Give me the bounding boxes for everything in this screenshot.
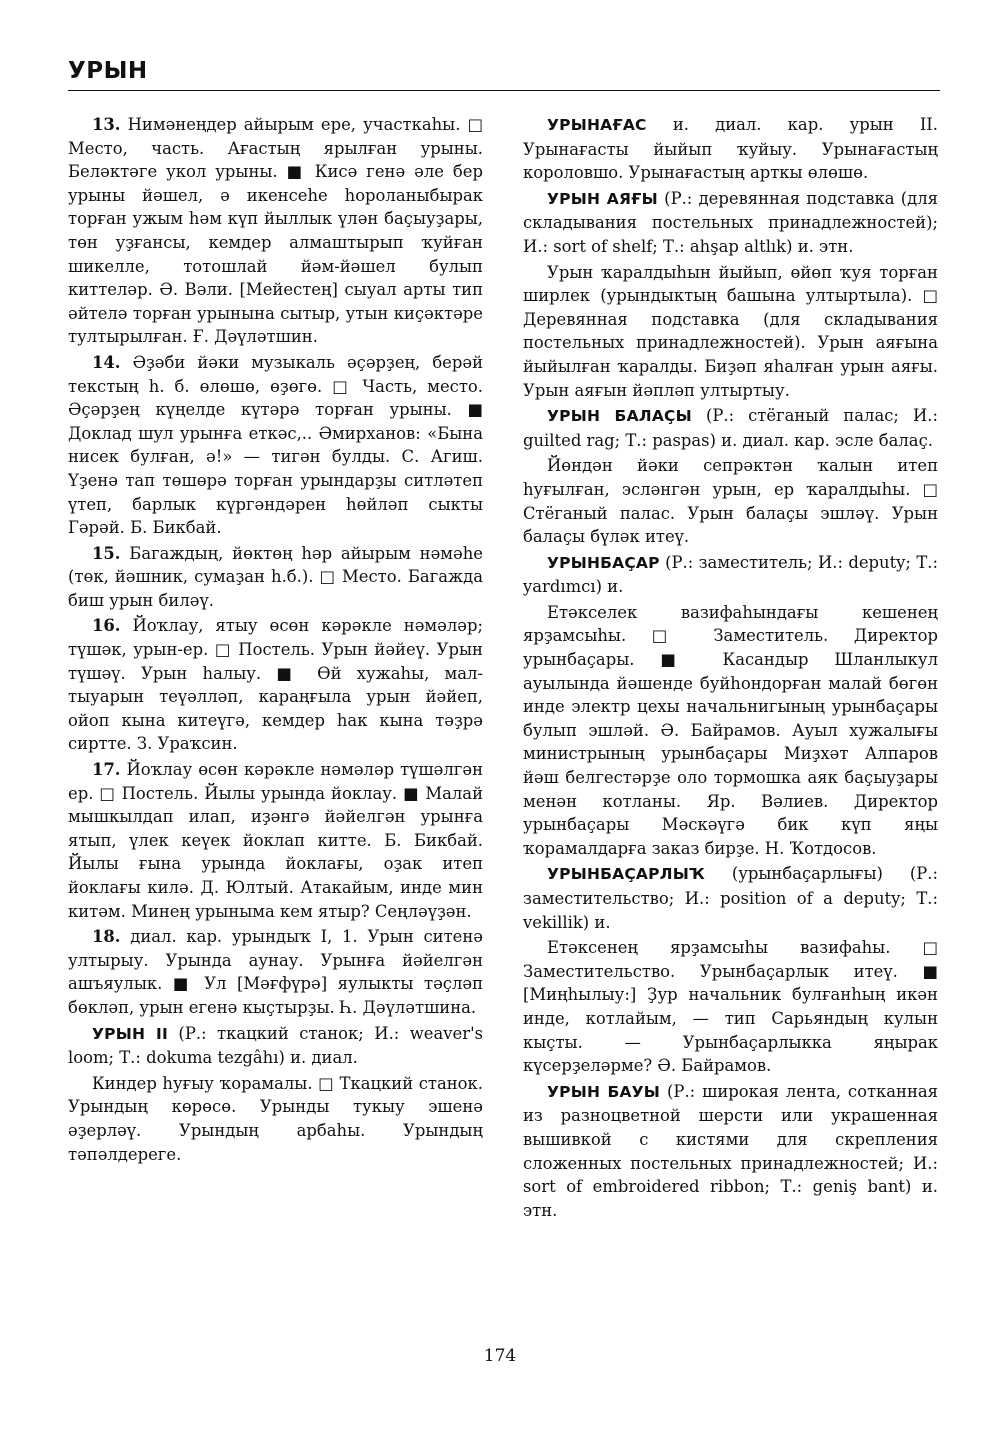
page-header [68, 58, 940, 91]
entry-paragraph [68, 351, 483, 540]
headword: УРЫНБАҪАР [547, 553, 660, 572]
sense-number: 18. [92, 927, 121, 947]
sense-number: 14. [92, 352, 121, 372]
headword: УРЫНБАҪАРЛЫҠ [547, 865, 705, 884]
entry-paragraph [68, 542, 483, 613]
headword: УРЫН II [92, 1024, 168, 1043]
entry-paragraph [523, 936, 938, 1078]
entry-text: Киндер һуғыу ҡорамалы. □ Ткацкий станок. Урындың көрөсө. Урынды тукыу эшенә әҙерләү. Урындың арбаһы. Урындың тәпәлдереге. [68, 1073, 483, 1164]
entry-text: (Р.: ткацкий станок; И.: weaver's loom; Т.: dokuma tezgâhı) и. диал. [68, 1023, 483, 1068]
entry-text: (Р.: заместитель; И.: deputy; Т.: yardımcı) и. [523, 552, 938, 597]
sense-number: 13. [92, 115, 121, 134]
entry-text: Нимәнеңдер айырым ере, участкаһы. □ Место, часть. Ағастың ярылған урыны. Беләктәге укол урыны. ■ Кисә генә әле бер урыны йәшел, ә икенсеһе һороланыбырак торған ужым һәм күп йыллык үлән баҫыуҙары, төн уҙғансы, кемдер алмаштырып ҡуйған шикелле, тотошлай йәм-йәшел булып киттеләр. Ә. Вәли. [Мейестең] сыуал арты тип әйтелә торған урынына сытыр, утын киҫәктәре тултырылған. Ғ. Дәүләтшин. [68, 115, 483, 347]
page-number: 174 [483, 1346, 517, 1366]
entry-text: Багаждың, йөктөң һәр айырым нәмәһе (төк, йәшник, сумаҙан һ.б.). □ Место. Багажда биш урын биләү. [68, 543, 483, 610]
entry-text: Етәкселек вазифаһындағы кешенең ярҙамсыһы. □ Заместитель. Директор урынбаҫары. ■ Касандыр Шланлыкул ауылында йәшенде буйһондорған малай бөгөн инде электр цехы начальнигының урынбаҫары булып эшләй. Ә. Байрамов. Ауыл хужалығы министрының урынбаҫары Миҙхәт Алпаров йәш белгестәрҙе оло тормошка аяк баҫыуҙары менән котланы. Яр. Вәлиев. Директор урынбаҫары Мәскәүгә бик күп яңы ҡорамалдарға заказ бирҙе. Н. Ҡотдосов. [523, 602, 938, 858]
right-column [523, 113, 938, 1224]
entry-paragraph [523, 113, 938, 185]
headword: УРЫН БАУЫ [547, 1082, 661, 1101]
entry-paragraph [523, 454, 938, 548]
entry-text: Етәксенең ярҙамсыһы вазифаһы. □ Заместительство. Урынбаҫарлык итеү. ■ [Миңһылыу:] Ҙур начальник булғанһың икән инде, котлайым, — тип Сарьяндың кулын кыҫты. — Урынбаҫарлыкка яңырак күсерҙеләрме? Ә. Байрамов. [523, 938, 938, 1076]
headword: УРЫНАҒАС [547, 116, 647, 134]
entry-paragraph [523, 551, 938, 599]
entry-paragraph [523, 862, 938, 934]
entry-paragraph [523, 261, 938, 403]
entry-text: и. диал. кар. урын II. Урынағасты йыйып ҡуйыу. Урынағастың короловшо. Урынағастың арткы өлөшө. [523, 115, 938, 183]
headword: УРЫН АЯҒЫ [547, 189, 658, 208]
sense-number: 15. [92, 543, 121, 563]
headword: УРЫН БАЛАҪЫ [547, 407, 692, 426]
entry-paragraph [68, 925, 483, 1019]
entry-paragraph [523, 187, 938, 259]
sense-number: 16. [92, 616, 121, 636]
entry-text: (урынбаҫарлығы) (Р.: заместительство; И.: position of a deputy; Т.: vekillik) и. [523, 864, 938, 932]
entry-text: (Р.: стёганый палас; И.: guilted rag; Т.: paspas) и. диал. кар. эсле балаҫ. [523, 406, 938, 450]
entry-paragraph [68, 1022, 483, 1070]
entry-paragraph [68, 614, 483, 756]
entry-text: Урын ҡаралдыһын йыйып, өйөп ҡуя торған ширлек (урындыктың башына ултыртыла). □ Деревянная подставка (для складывания постельных принадлежностей). Урын аяғына йыйылған ҡаралды. Биҙәп яһалған урын аяғы. Урын аяғын йәпләп ултыртыу. [523, 262, 938, 400]
sense-number: 17. [92, 760, 121, 780]
entry-text: Әҙәби йәки музыкаль әҫәрҙең, берәй текстың һ. б. өлөшө, өҙөгө. □ Часть, место. Әҫәрҙең күңелде күтәрә торған урыны. ■ Доклад шул урынға еткәс,.. Әмирханов: «Бына нисек булған, ә!» — тигән булды. С. Агиш. Үҙенә тап төшөрә торған урындарҙы ситләтеп үтеп, барлык күргәндәрен һөйләп сыкты Гәрәй. Б. Бикбай. [68, 352, 483, 538]
entry-text: Йөндән йәки сепрәктән ҡалын итеп һуғылған, эсләнгән урын, ер ҡаралдыһы. □ Стёганый палас. Урын балаҫы эшләү. Урын балаҫы бүләк итеү. [523, 456, 938, 547]
entry-paragraph [68, 113, 483, 349]
left-column [68, 113, 483, 1168]
entry-paragraph [68, 758, 483, 923]
entry-text: (Р.: широкая лента, сотканная из разноцветной шерсти или украшенная вышивкой с кистями для скрепления сложенных постельных принадлежностей; И.: sort of embroidered ribbon; Т.: geniş bant) и. этн. [523, 1081, 938, 1220]
running-head: УРЫН [68, 58, 148, 84]
entry-text: (Р.: деревянная подставка (для складывания постельных принадлежностей); И.: sort of shelf; Т.: ahşap altlık) и. этн. [523, 188, 938, 256]
entry-paragraph [523, 601, 938, 861]
entry-paragraph [523, 1080, 938, 1223]
entry-paragraph [523, 404, 938, 452]
entry-text: Йоҡлау, ятыу өсөн кәрәкле нәмәләр; түшәк, урын-ер. □ Постель. Урын йәйеү. Урын түшәү. Урын һалыу. ■ Өй хужаһы, мал-тыуарын теүәлләп, караңғыла урын йәйеп, ойоп кына китеүгә, кемдер һак кына тәҙрә сиртте. З. Ураҡсин. [68, 616, 483, 754]
entry-paragraph [68, 1072, 483, 1166]
entry-text: диал. кар. урындыҡ I, 1. Урын ситенә ултырыу. Урында аунау. Урынға йәйелгән ашъяулык. ■ Ул [Мәғфүрә] яулыкты тәҫләп бөкләп, урын егенә кыҫтырҙы. Һ. Дәүләтшина. [68, 927, 483, 1017]
entry-text: Йоҡлау өсөн кәрәкле нәмәләр түшәлгән ер. □ Постель. Йылы урында йоклау. ■ Малай мышкылдап илап, иҙәнгә йәйелгән урынға ятып, үлек кеүек йоклап китте. Б. Бикбай. Йылы ғына урында йоклағы, оҙак итеп йоклағы килә. Д. Юлтый. Атакайым, инде мин китәм. Минең урыныма кем ятыр? Сеңләүҙән. [68, 760, 483, 921]
